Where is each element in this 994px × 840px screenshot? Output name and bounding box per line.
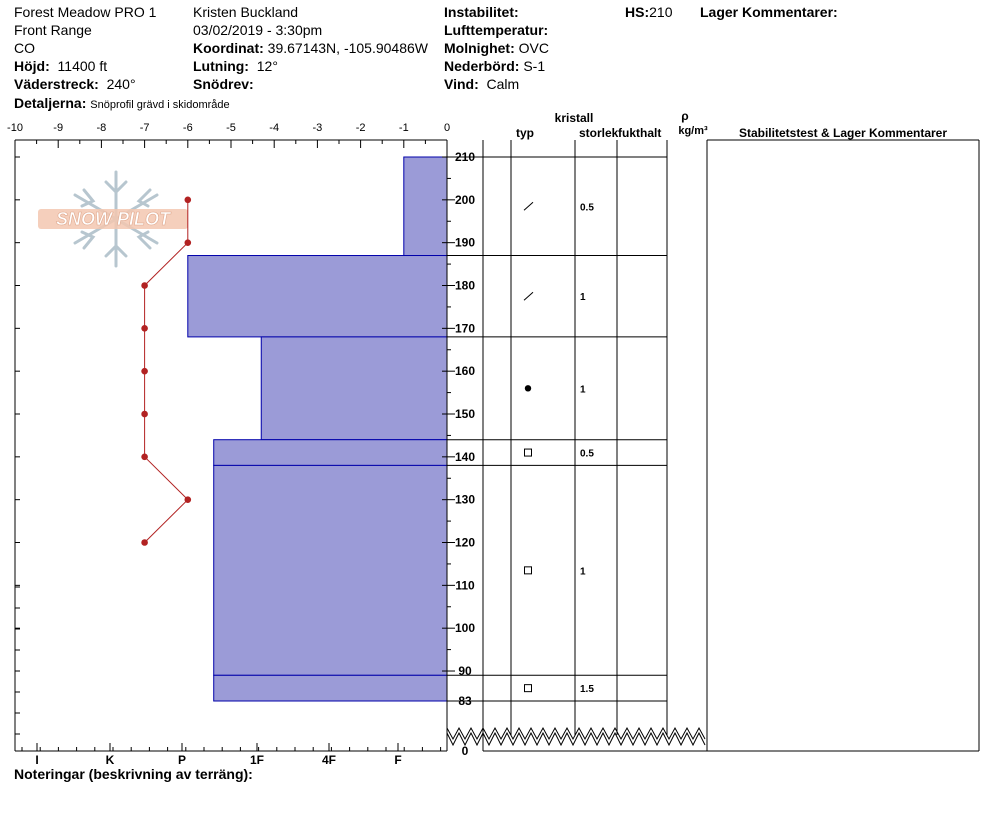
temp-tick-label: -8 bbox=[96, 122, 107, 134]
state-name: CO bbox=[14, 40, 35, 56]
sky-value: OVC bbox=[518, 40, 549, 56]
height-label: 200 bbox=[454, 192, 476, 207]
crystal-type-mark bbox=[525, 567, 532, 574]
sky-label: Molnighet: bbox=[444, 40, 515, 56]
hardness-layer bbox=[188, 256, 447, 337]
notes-label: Noteringar (beskrivning av terräng): bbox=[14, 766, 253, 782]
precip-label: Nederbörd: bbox=[444, 58, 520, 74]
temp-point bbox=[185, 496, 192, 503]
crystal-size-value: 0.5 bbox=[580, 202, 594, 214]
slope-value: 12° bbox=[256, 58, 278, 74]
temp-tick-label: -3 bbox=[312, 122, 323, 134]
temp-tick-label: -4 bbox=[269, 122, 280, 134]
temp-point bbox=[141, 325, 148, 332]
height-label: 120 bbox=[454, 535, 476, 550]
aspect-label: Väderstreck: bbox=[14, 76, 99, 92]
details-label: Detaljerna: bbox=[14, 95, 87, 111]
crystal-type-mark bbox=[525, 385, 531, 391]
coord-label: Koordinat: bbox=[193, 40, 264, 56]
crystal-size-value: 1 bbox=[580, 384, 586, 396]
logo-text: SNOW PILOT bbox=[56, 209, 170, 229]
height-label: 190 bbox=[454, 235, 476, 250]
hardness-tick-label: 4F bbox=[321, 753, 337, 767]
height-label: 160 bbox=[454, 364, 476, 379]
hardness-layer bbox=[214, 440, 447, 466]
slope-label: Lutning: bbox=[193, 58, 249, 74]
crystal-type-mark bbox=[525, 449, 532, 456]
crystal-size-value: 1.5 bbox=[580, 684, 594, 696]
details-value: Snöprofil grävd i skidområde bbox=[90, 99, 230, 111]
wind-label: Vind: bbox=[444, 76, 479, 92]
size-header: storlek bbox=[579, 126, 619, 140]
wind-value: Calm bbox=[486, 76, 520, 92]
snowpilot-logo bbox=[38, 172, 188, 266]
hardness-tick-label: 1F bbox=[249, 753, 265, 767]
height-label: 180 bbox=[454, 278, 476, 293]
height-label: 110 bbox=[455, 578, 475, 593]
hardness-tick-label: F bbox=[394, 753, 402, 767]
coord-value: 39.67143N, -105.90486W bbox=[267, 40, 428, 56]
instability-label: Instabilitet: bbox=[444, 4, 519, 20]
temp-tick-label: 0 bbox=[443, 122, 451, 134]
rho-header: ρ bbox=[681, 109, 689, 123]
stability-header: Stabilitetstest & Lager Kommentarer bbox=[738, 126, 948, 140]
elevation-value: 11400 ft bbox=[57, 58, 108, 74]
temp-point bbox=[185, 239, 192, 246]
height-label: 170 bbox=[454, 321, 476, 336]
site-name: Forest Meadow PRO 1 bbox=[14, 4, 157, 20]
temp-line bbox=[145, 200, 188, 543]
observer: Kristen Buckland bbox=[193, 4, 299, 20]
hardness-tick-label: P bbox=[177, 753, 187, 767]
precip-value: S-1 bbox=[523, 58, 546, 74]
temp-tick-label: -5 bbox=[226, 122, 236, 134]
hardness-layer bbox=[404, 157, 447, 256]
temp-point bbox=[141, 368, 148, 375]
hardness-layers bbox=[188, 157, 447, 701]
air-temp-label: Lufttemperatur: bbox=[444, 22, 549, 38]
temp-point bbox=[141, 282, 148, 289]
layer-table bbox=[447, 140, 979, 758]
hs-value: 210 bbox=[649, 4, 673, 20]
drift-label: Snödrev: bbox=[193, 76, 254, 92]
temp-point bbox=[141, 539, 148, 546]
height-label: 150 bbox=[454, 407, 476, 422]
crystal-size-value: 0.5 bbox=[580, 448, 594, 460]
hardness-layer bbox=[214, 675, 447, 701]
temp-tick-label: -6 bbox=[182, 122, 193, 134]
temp-tick-label: -2 bbox=[355, 122, 366, 134]
crystal-type-mark bbox=[525, 685, 532, 692]
height-label: 90 bbox=[458, 664, 472, 679]
type-header: typ bbox=[516, 126, 534, 140]
hs-label: HS: bbox=[625, 4, 650, 20]
crystal-header: kristall bbox=[554, 111, 594, 125]
range-name: Front Range bbox=[14, 22, 92, 38]
hardness-layer bbox=[261, 337, 447, 440]
temp-tick-label: -10 bbox=[7, 122, 23, 134]
crystal-size-value: 1 bbox=[580, 292, 586, 304]
temperature-profile bbox=[141, 197, 191, 546]
hardness-layer bbox=[214, 465, 447, 675]
temp-tick-label: -9 bbox=[53, 122, 64, 134]
height-label: 100 bbox=[454, 621, 476, 636]
crystal-size-value: 1 bbox=[580, 566, 586, 578]
height-label: 210 bbox=[454, 150, 476, 164]
height-label: 130 bbox=[454, 492, 476, 507]
datetime: 03/02/2019 - 3:30pm bbox=[193, 22, 323, 38]
height-label: 0 bbox=[461, 744, 469, 758]
temp-point bbox=[185, 197, 192, 204]
temp-tick-label: -7 bbox=[139, 122, 150, 134]
hardness-tick-label: I bbox=[35, 753, 39, 767]
crystal-type-mark bbox=[524, 292, 533, 300]
rho-unit-header: kg/m³ bbox=[678, 125, 708, 137]
temp-point bbox=[141, 411, 148, 418]
temp-tick-label: -1 bbox=[398, 122, 409, 134]
aspect-value: 240° bbox=[106, 76, 136, 92]
height-label: 140 bbox=[454, 449, 476, 464]
moisture-header: fukthalt bbox=[618, 126, 662, 140]
height-label: 83 bbox=[458, 694, 472, 708]
crystal-type-mark bbox=[524, 202, 533, 210]
elevation-label: Höjd: bbox=[14, 58, 50, 74]
temp-point bbox=[141, 454, 148, 461]
hardness-tick-label: K bbox=[105, 753, 115, 767]
layer-comments-title: Lager Kommentarer: bbox=[700, 4, 838, 20]
